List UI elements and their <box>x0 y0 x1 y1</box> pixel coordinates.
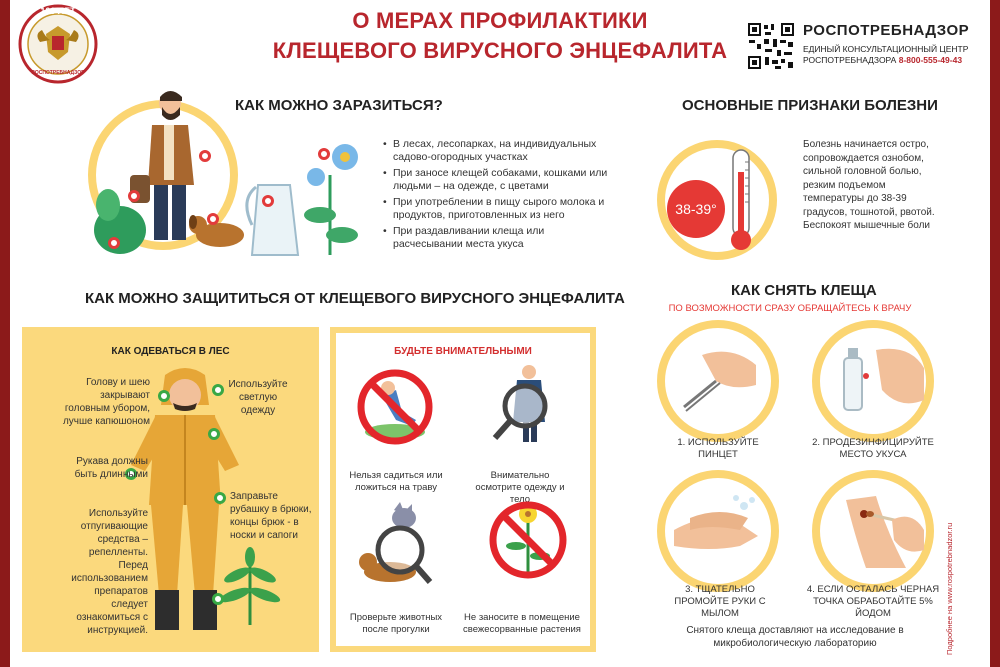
dress-marker-chest <box>208 428 220 440</box>
infection-item: • В лесах, лесопарках, на индивидуальных садово-огородных участках <box>383 138 608 164</box>
dress-sleeves-text: Рукава должны быть длинными <box>74 456 148 480</box>
remove-heading: КАК СНЯТЬ КЛЕЩА <box>731 282 877 299</box>
risk-marker-jug <box>262 195 274 207</box>
attention-item-4: Не заносите в помещение свежесорванные растения <box>463 612 581 635</box>
wash-hands-icon <box>670 490 766 570</box>
tweezers-hand-icon <box>672 345 764 415</box>
attention-item-2: Внимательно осмотрите одежду и тело <box>475 470 565 505</box>
dress-marker-head <box>158 390 170 402</box>
title-line-1: О МЕРАХ ПРОФИЛАКТИКИ <box>352 8 648 33</box>
dress-repellent-text: Используйте отпугивающие средства – репелленты. Перед использованием препаратов следует ознакомиться с инструкцией. <box>71 508 148 636</box>
right-border <box>990 0 1000 667</box>
check-pets-icon <box>354 500 436 590</box>
dress-light-text: Используйте светлую одежду <box>228 379 288 416</box>
disinfect-icon <box>836 340 926 425</box>
risk-marker-flower <box>318 148 330 160</box>
remove-subheading: ПО ВОЗМОЖНОСТИ СРАЗУ ОБРАЩАЙТЕСЬ К ВРАЧУ <box>668 303 912 314</box>
risk-marker-man <box>199 150 211 162</box>
org-line-1: ЕДИНЫЙ КОНСУЛЬТАЦИОННЫЙ ЦЕНТР <box>803 44 969 54</box>
infection-heading: КАК МОЖНО ЗАРАЗИТЬСЯ? <box>235 97 443 114</box>
dress-marker-tuck <box>214 492 226 504</box>
attention-item-1: Нельзя садиться или ложиться на траву <box>349 470 443 493</box>
infection-item: • При раздавливании клеща или расчесывании места укуса <box>383 225 608 251</box>
iodine-swab-icon <box>836 490 926 570</box>
remove-step-4: 4. ЕСЛИ ОСТАЛАСЬ ЧЕРНАЯ ТОЧКА ОБРАБОТАЙТЕ 5% ЙОДОМ <box>806 584 940 619</box>
remove-step-3: 3. ТЩАТЕЛЬНО ПРОМОЙТЕ РУКИ С МЫЛОМ <box>674 584 766 619</box>
infection-item: • При заносе клещей собаками, кошками или людьми – на одежде, с цветами <box>383 167 608 193</box>
org-phone[interactable]: 8-800-555-49-43 <box>898 55 963 65</box>
risk-marker-hand <box>128 190 140 202</box>
temperature-badge: 38-39° <box>667 180 725 238</box>
remove-footer: Снятого клеща доставляют на исследование в микробиологическую лабораторию <box>686 625 904 649</box>
remove-step-1: 1. ИСПОЛЬЗУЙТЕ ПИНЦЕТ <box>677 437 759 460</box>
thermometer-icon <box>728 148 754 252</box>
no-sitting-icon <box>356 368 434 446</box>
dress-title: КАК ОДЕВАТЬСЯ В ЛЕС <box>111 346 230 357</box>
fern-plant-icon <box>215 545 285 625</box>
title-line-2: КЛЕЩЕВОГО ВИРУСНОГО ЭНЦЕФАЛИТА <box>272 38 728 63</box>
left-border <box>0 0 10 667</box>
attention-item-3: Проверьте животных после прогулки <box>349 612 443 635</box>
protect-heading: КАК МОЖНО ЗАЩИТИТЬСЯ ОТ КЛЕЩЕВОГО ВИРУСНОГО ЭНЦЕФАЛИТА <box>85 290 625 307</box>
dress-tuck-text: Заправьте рубашку в брюки, концы брюк - в носки и сапоги <box>230 491 312 541</box>
dress-marker-light <box>212 384 224 396</box>
attention-title: БУДЬТЕ ВНИМАТЕЛЬНЫМИ <box>394 346 532 357</box>
risk-marker-dog <box>207 213 219 225</box>
logo-text-top: 100 ЛЕТ <box>40 6 76 16</box>
dress-head-text: Голову и шею закрывают головным убором, лучше капюшоном <box>62 377 150 427</box>
symptoms-heading: ОСНОВНЫЕ ПРИЗНАКИ БОЛЕЗНИ <box>682 97 938 114</box>
org-name: РОСПОТРЕБНАДЗОР <box>803 22 970 39</box>
dress-marker-boots <box>212 593 224 605</box>
infection-item: • При употреблении в пищу сырого молока и продуктов, приготовленных из него <box>383 196 608 222</box>
risk-marker-bush <box>108 237 120 249</box>
org-line-2: РОСПОТРЕБНАДЗОРА <box>803 55 897 65</box>
remove-step-2: 2. ПРОДЕЗИНФИЦИРУЙТЕ МЕСТО УКУСА <box>812 437 934 460</box>
website-note[interactable]: Подробнее на www.rospotrebnadzor.ru <box>945 522 954 655</box>
logo-text-bottom: РОСПОТРЕБНАДЗОР <box>31 70 85 76</box>
symptoms-text: Болезнь начинается остро, сопровождается ознобом, сильной головной болью, резким подъемом температуры до 38-39 градусов, тошнотой, рвотой. Беспокоят мышечные боли <box>803 139 935 231</box>
inspect-clothes-magnifier-icon <box>487 362 569 446</box>
no-flowers-icon <box>488 498 568 582</box>
qr-code[interactable] <box>747 22 795 70</box>
infection-list <box>383 138 608 254</box>
org-contact <box>803 44 968 66</box>
